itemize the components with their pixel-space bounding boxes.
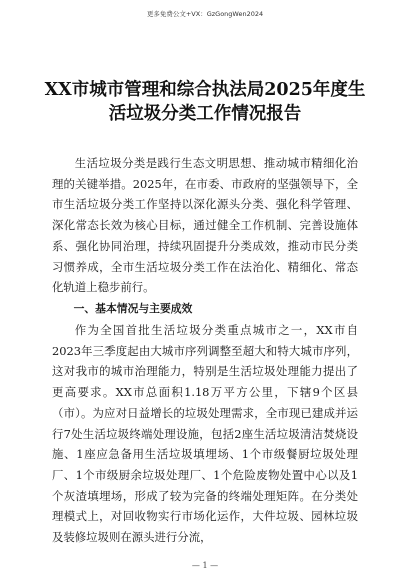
title-line-1: XX市城市管理和综合执法局2025年度生 xyxy=(44,80,366,100)
page-number: — 1 — xyxy=(191,561,219,570)
section-paragraph-block xyxy=(52,320,358,548)
header-note: 更多免费公文+VX：GzGongWen2024 xyxy=(146,10,264,18)
intro-paragraph-block xyxy=(52,153,358,298)
section-heading: 一、基本情况与主要成效 xyxy=(73,302,193,315)
document-title xyxy=(30,78,380,126)
title-line-2: 活垃圾分类工作情况报告 xyxy=(108,104,302,124)
section-paragraph: 作为全国首批生活垃圾分类重点城市之一，XX市自2023年三季度起由大城市序列调整至超大和特大城市序列，这对我市的城市治理能力，特别是生活垃圾处理能力提出了更高要求。XX市总面积1.18万平方公里，下辖9个区县（市）。为应对日益增长的垃圾处理需求，全市现已建成并运行7处生活垃圾终端处理设施，包括2座生活垃圾清洁焚烧设施、1座应急备用生活垃圾填埋场、1个市级餐厨垃圾处理厂、1个市级厨余垃圾处理厂、1个危险废物处置中心以及1个灰渣填埋场，形成了较为完备的终端处理矩阵。在分类处理模式上，对回收物实行市场化运作，大件垃圾、园林垃圾及装修垃圾则在源头进行分流， xyxy=(52,323,358,545)
intro-paragraph: 生活垃圾分类是践行生态文明思想、推动城市精细化治理的关键举措。2025年，在市委、市政府的坚强领导下，全市生活垃圾分类工作坚持以深化源头分类、强化科学管理、深化常态长效为核心目标，通过健全工作机制、完善设施体系、强化协同治理，持续巩固提升分类成效，推动市民分类习惯养成，全市生活垃圾分类工作在法治化、精细化、常态化轨道上稳步前行。 xyxy=(52,156,358,295)
